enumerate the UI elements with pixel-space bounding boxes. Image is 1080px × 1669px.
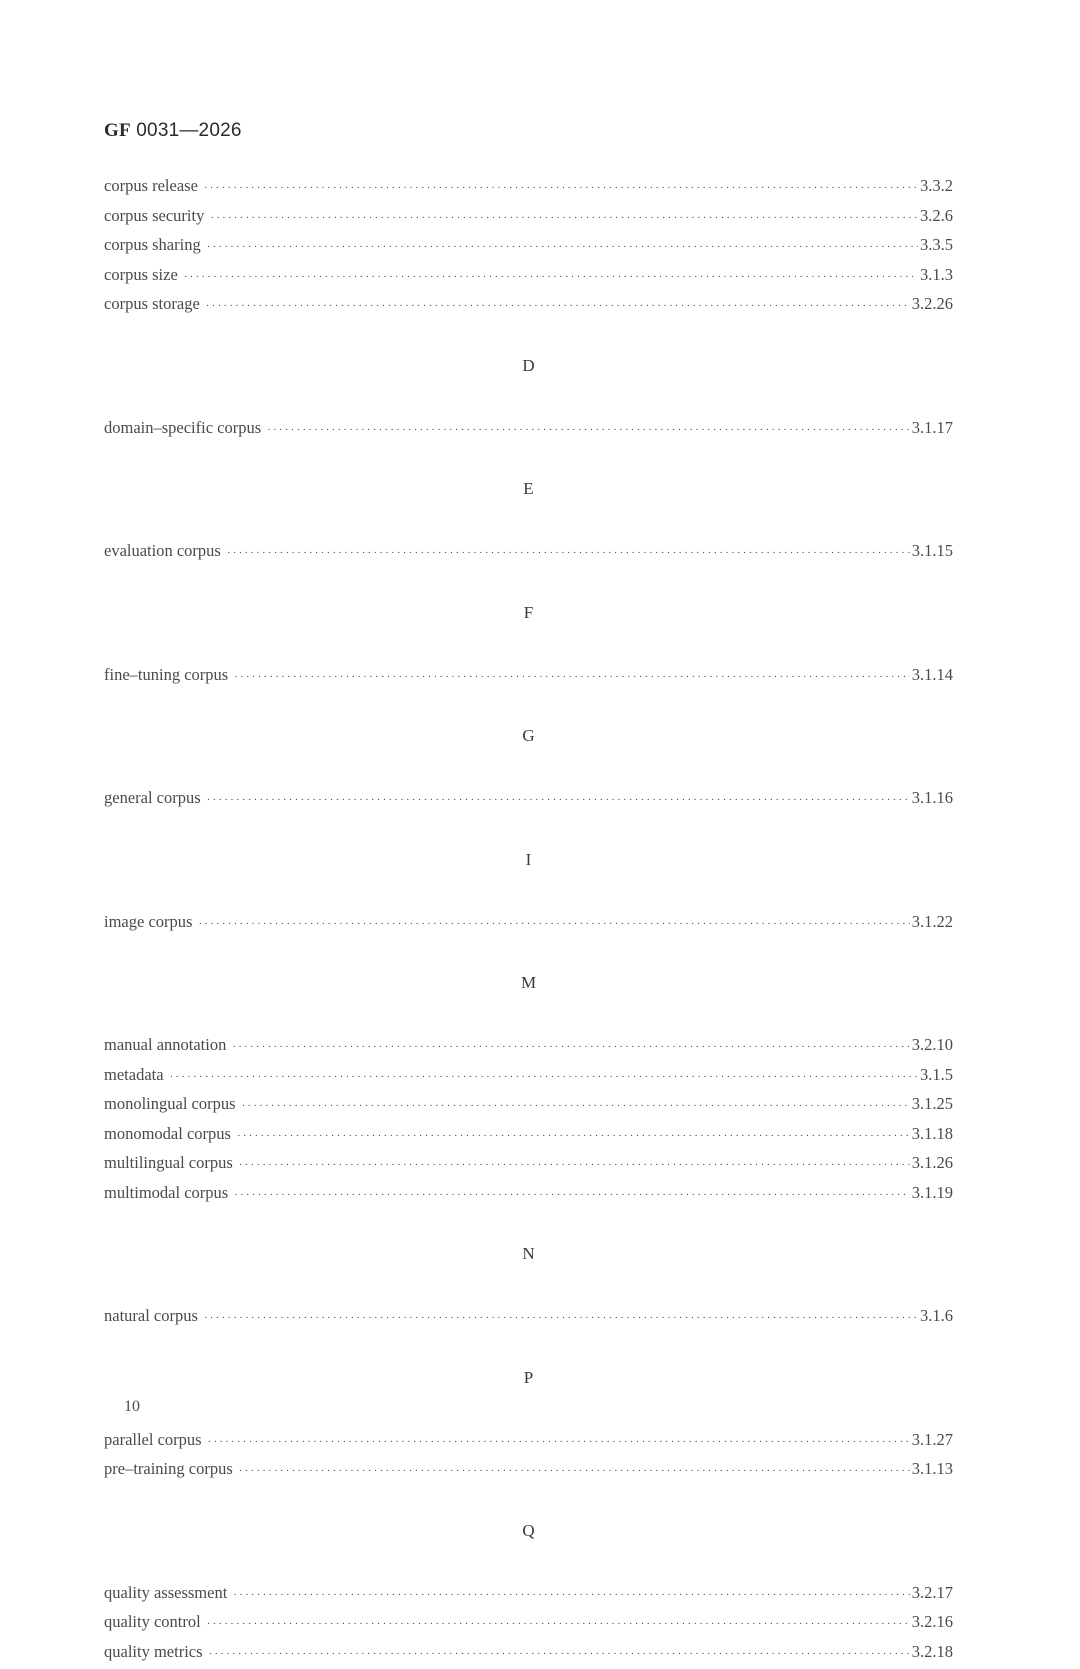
- entry-clause-ref: 3.1.27: [910, 1425, 953, 1455]
- section-letter: I: [104, 813, 953, 907]
- entry-term: quality metrics: [104, 1637, 209, 1667]
- entry-term: monomodal corpus: [104, 1119, 237, 1149]
- dot-leader: [227, 539, 910, 569]
- section-letter: D: [104, 319, 953, 413]
- entry-term: image corpus: [104, 907, 198, 937]
- entry-clause-ref: 3.1.25: [910, 1089, 953, 1119]
- entry-term: corpus storage: [104, 289, 206, 319]
- entry-term: manual annotation: [104, 1030, 232, 1060]
- section-letter: Q: [104, 1484, 953, 1578]
- dot-leader: [206, 292, 910, 322]
- index-entry: [104, 1148, 953, 1178]
- standard-number: 0031—2026: [136, 120, 241, 141]
- entry-clause-ref: 3.2.6: [918, 201, 953, 231]
- index-entry: [104, 230, 953, 260]
- section-letter: E: [104, 442, 953, 536]
- entry-term: fine–tuning corpus: [104, 660, 234, 690]
- index-entry: [104, 1060, 953, 1090]
- section-letter: G: [104, 689, 953, 783]
- entry-clause-ref: 3.1.19: [910, 1178, 953, 1208]
- term-index: [104, 171, 953, 1666]
- entry-clause-ref: 3.1.16: [910, 783, 953, 813]
- page-number: 10: [124, 1398, 140, 1416]
- index-entry: [104, 1301, 953, 1331]
- entry-term: metadata: [104, 1060, 170, 1090]
- dot-leader: [198, 910, 909, 940]
- index-entry: [104, 907, 953, 937]
- dot-leader: [233, 1581, 909, 1611]
- entry-term: quality control: [104, 1607, 207, 1637]
- entry-clause-ref: 3.1.17: [910, 413, 953, 443]
- entry-clause-ref: 3.1.6: [918, 1301, 953, 1331]
- dot-leader: [242, 1092, 910, 1122]
- dot-leader: [184, 263, 918, 293]
- entry-clause-ref: 3.1.14: [910, 660, 953, 690]
- dot-leader: [207, 786, 910, 816]
- dot-leader: [209, 1640, 910, 1669]
- entry-clause-ref: 3.3.5: [918, 230, 953, 260]
- entry-term: natural corpus: [104, 1301, 204, 1331]
- index-entry: [104, 1119, 953, 1149]
- index-entry: [104, 1578, 953, 1608]
- entry-term: monolingual corpus: [104, 1089, 242, 1119]
- entry-clause-ref: 3.2.16: [910, 1607, 953, 1637]
- entry-clause-ref: 3.1.26: [910, 1148, 953, 1178]
- entry-term: multimodal corpus: [104, 1178, 234, 1208]
- dot-leader: [239, 1151, 910, 1181]
- dot-leader: [210, 204, 918, 234]
- dot-leader: [208, 1428, 910, 1458]
- entry-term: quality assessment: [104, 1578, 233, 1608]
- entry-term: evaluation corpus: [104, 536, 227, 566]
- dot-leader: [207, 1610, 910, 1640]
- index-entry: [104, 201, 953, 231]
- dot-leader: [237, 1122, 910, 1152]
- entry-clause-ref: 3.1.3: [918, 260, 953, 290]
- index-entry: [104, 260, 953, 290]
- section-letter: M: [104, 936, 953, 1030]
- entry-clause-ref: 3.1.22: [910, 907, 953, 937]
- entry-clause-ref: 3.1.18: [910, 1119, 953, 1149]
- entry-clause-ref: 3.1.15: [910, 536, 953, 566]
- index-entry: [104, 1178, 953, 1208]
- entry-clause-ref: 3.1.5: [918, 1060, 953, 1090]
- index-entry: [104, 1089, 953, 1119]
- entry-term: multilingual corpus: [104, 1148, 239, 1178]
- section-letter: N: [104, 1207, 953, 1301]
- dot-leader: [207, 233, 918, 263]
- entry-term: corpus size: [104, 260, 184, 290]
- dot-leader: [170, 1063, 918, 1093]
- entry-term: domain–specific corpus: [104, 413, 267, 443]
- entry-clause-ref: 3.2.18: [910, 1637, 953, 1667]
- entry-term: general corpus: [104, 783, 207, 813]
- index-entry: [104, 1425, 953, 1455]
- entry-clause-ref: 3.3.2: [918, 171, 953, 201]
- dot-leader: [234, 1181, 910, 1211]
- entry-clause-ref: 3.2.17: [910, 1578, 953, 1608]
- index-entry: [104, 289, 953, 319]
- section-letter: P: [104, 1331, 953, 1425]
- entry-clause-ref: 3.2.26: [910, 289, 953, 319]
- dot-leader: [267, 416, 910, 446]
- index-entry: [104, 1454, 953, 1484]
- index-entry: [104, 1637, 953, 1667]
- index-entry: [104, 536, 953, 566]
- entry-term: corpus release: [104, 171, 204, 201]
- index-entry: [104, 171, 953, 201]
- dot-leader: [239, 1457, 910, 1487]
- document-header: [104, 120, 242, 142]
- standard-code: GF: [104, 120, 131, 141]
- section-letter: F: [104, 566, 953, 660]
- dot-leader: [204, 1304, 918, 1334]
- index-entry: [104, 1030, 953, 1060]
- entry-clause-ref: 3.1.13: [910, 1454, 953, 1484]
- index-entry: [104, 660, 953, 690]
- dot-leader: [204, 174, 918, 204]
- index-entry: [104, 783, 953, 813]
- entry-term: parallel corpus: [104, 1425, 208, 1455]
- entry-term: pre–training corpus: [104, 1454, 239, 1484]
- entry-term: corpus security: [104, 201, 210, 231]
- entry-clause-ref: 3.2.10: [910, 1030, 953, 1060]
- index-entry: [104, 413, 953, 443]
- dot-leader: [234, 663, 910, 693]
- index-entry: [104, 1607, 953, 1637]
- entry-term: corpus sharing: [104, 230, 207, 260]
- dot-leader: [232, 1033, 909, 1063]
